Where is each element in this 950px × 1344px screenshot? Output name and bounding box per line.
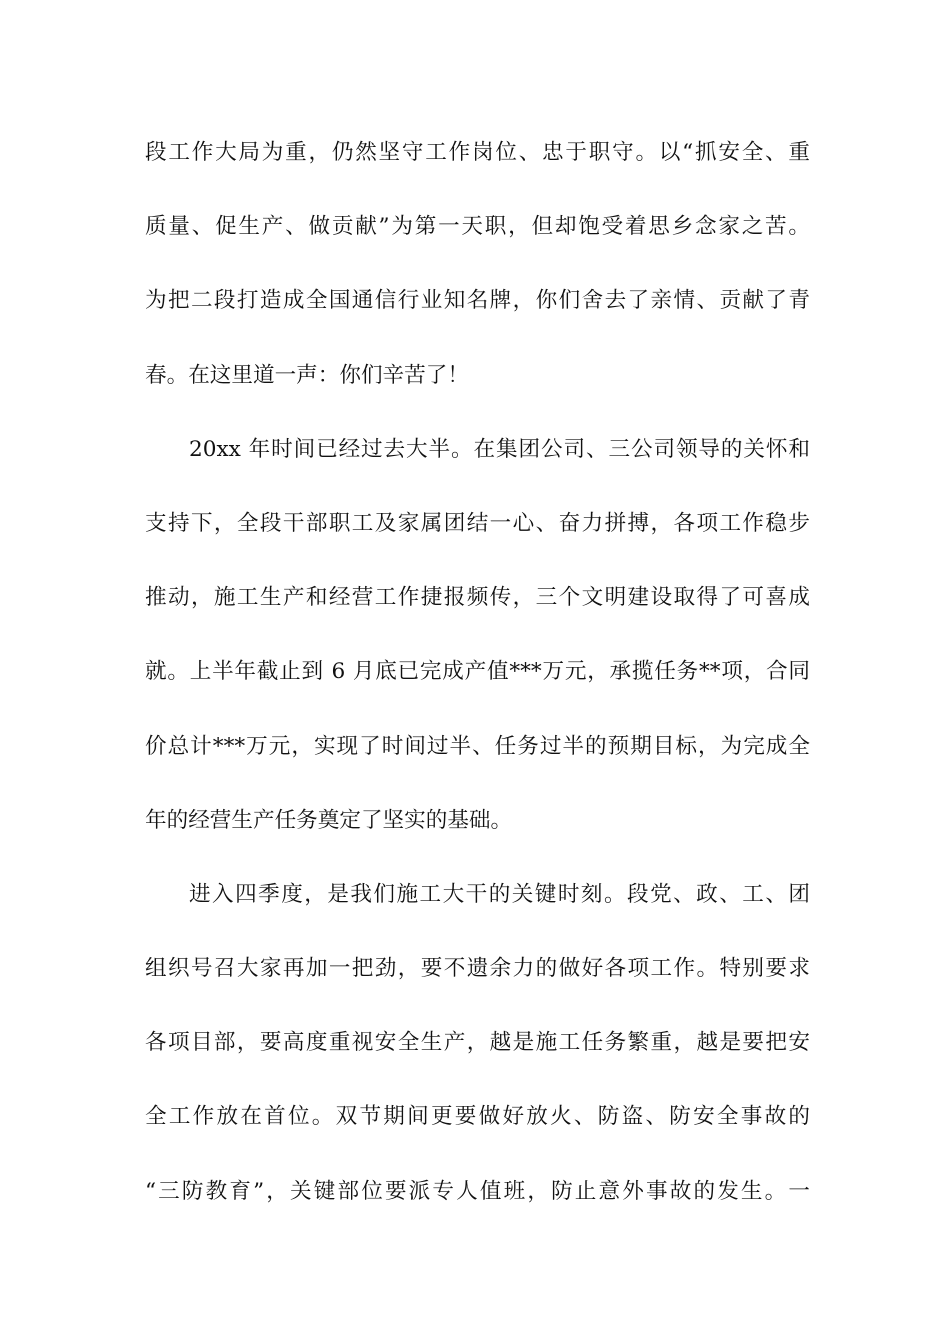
body-text	[145, 130, 810, 1243]
paragraph-line: 价总计***万元，实现了时间过半、任务过半的预期目标，为完成全	[145, 733, 810, 759]
paragraph-line: 各项目部，要高度重视安全生产，越是施工任务繁重，越是要把安	[145, 1030, 810, 1056]
paragraph-line: 推动，施工生产和经营工作捷报频传，三个文明建设取得了可喜成	[145, 585, 810, 611]
paragraph-line: 段工作大局为重，仍然坚守工作岗位、忠于职守。以“抓安全、重	[145, 140, 810, 165]
paragraph-line: 就。上半年截止到 6 月底已完成产值***万元，承揽任务**项，合同	[145, 659, 810, 685]
paragraph-line: 年的经营生产任务奠定了坚实的基础。	[145, 807, 513, 833]
paragraph-line: 春。在这里道一声：你们辛苦了！	[145, 362, 469, 388]
paragraph-line: “三防教育”，关键部位要派专人值班，防止意外事故的发生。一	[145, 1178, 810, 1204]
paragraph-line: 质量、促生产、做贡献”为第一天职，但却饱受着思乡念家之苦。	[145, 214, 810, 240]
paragraph-first-line: 进入四季度，是我们施工大干的关键时刻。段党、政、工、团	[189, 881, 810, 907]
paragraph-first-line: 20xx 年时间已经过去大半。在集团公司、三公司领导的关怀和	[189, 436, 810, 462]
paragraph-line: 全工作放在首位。双节期间更要做好放火、防盗、防安全事故的	[145, 1104, 810, 1130]
paragraph-line: 组织号召大家再加一把劲，要不遗余力的做好各项工作。特别要求	[145, 956, 810, 982]
paragraph-line: 为把二段打造成全国通信行业知名牌，你们舍去了亲情、贡献了青	[145, 288, 810, 314]
paragraph-line: 支持下，全段干部职工及家属团结一心、奋力拼搏，各项工作稳步	[145, 510, 810, 536]
